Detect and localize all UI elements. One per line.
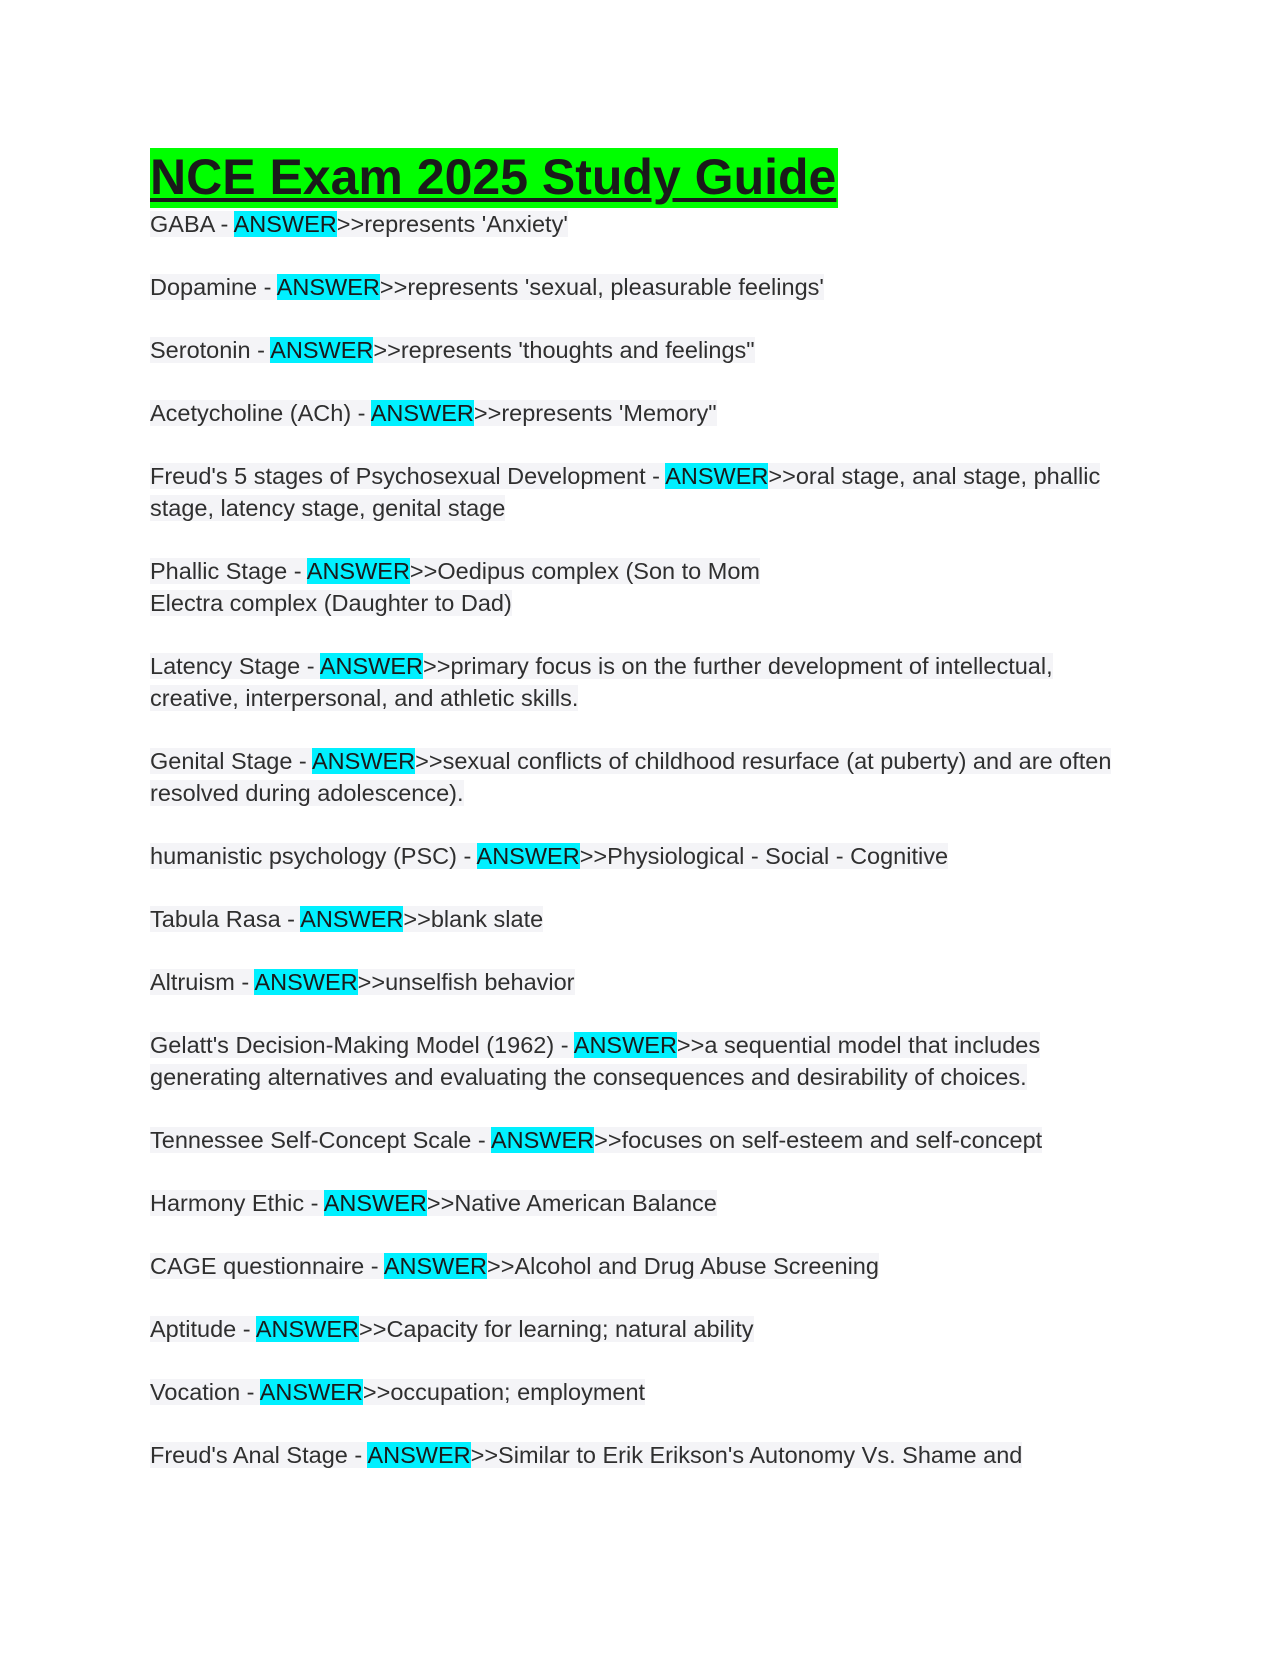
entry-text [150,400,717,426]
study-entry [150,1250,1130,1282]
study-entry [150,271,1130,303]
entry-definition: Native American Balance [454,1190,717,1216]
entry-definition: represents 'Anxiety' [364,211,568,237]
answer-label: ANSWER [370,400,474,426]
entry-definition: a sequential model that includes generating alternatives and evaluating the consequences and desirability of choices. [150,1032,1041,1090]
entry-text [150,1442,1022,1468]
answer-prefix: >> [486,1253,515,1279]
entry-term: Freud's Anal Stage [150,1442,348,1468]
entry-text [150,337,755,363]
study-entry [150,1029,1130,1093]
study-entry [150,208,1130,240]
entry-definition: oral stage, anal stage, phallic stage, latency stage, genital stage [150,463,1101,521]
answer-label: ANSWER [306,558,410,584]
study-entry [150,966,1130,998]
entry-term: Latency Stage [150,653,301,679]
entry-separator: - [645,463,666,489]
entry-separator: - [471,1127,491,1153]
answer-prefix: >> [579,843,608,869]
entry-definition: Physiological - Social - Cognitive [607,843,949,869]
answer-label: ANSWER [276,274,380,300]
entry-term: humanistic psychology (PSC) [150,843,457,869]
entry-separator: - [287,558,307,584]
study-entry [150,397,1130,429]
document-page [150,148,1130,1502]
study-entry [150,1376,1130,1408]
entry-separator: - [456,843,477,869]
entry-separator: - [351,400,371,426]
entry-term: CAGE questionnaire [150,1253,365,1279]
entry-separator: - [280,906,301,932]
entry-separator: - [234,969,255,995]
study-entry [150,1439,1130,1471]
entry-separator: - [300,653,320,679]
entry-term: Vocation [150,1379,241,1405]
answer-label: ANSWER [319,653,423,679]
answer-label: ANSWER [270,337,374,363]
answer-prefix: >> [358,1316,387,1342]
entry-text [150,1190,717,1216]
answer-prefix: >> [594,1127,622,1153]
entry-definition: Capacity for learning; natural ability [386,1316,754,1342]
answer-label: ANSWER [259,1379,363,1405]
entry-definition: Oedipus complex (Son to Mom [437,558,760,584]
answer-prefix: >> [357,969,386,995]
entry-text [150,1379,645,1405]
entry-term: Gelatt's Decision-Making Model (1962) [150,1032,555,1058]
answer-prefix: >> [423,653,451,679]
entry-separator: - [214,211,234,237]
answer-prefix: >> [336,211,365,237]
answer-prefix: >> [426,1190,455,1216]
entry-definition: blank slate [430,906,544,932]
answer-label: ANSWER [383,1253,487,1279]
study-entry [150,1313,1130,1345]
entry-term: Aptitude [150,1316,237,1342]
entry-text [150,653,1053,711]
entry-definition: unselfish behavior [385,969,575,995]
entry-term: Acetycholine (ACh) [150,400,352,426]
answer-label: ANSWER [255,1316,359,1342]
study-entry [150,745,1130,809]
entry-text [150,1032,1040,1090]
answer-prefix: >> [473,400,502,426]
entry-term: Genital Stage [150,748,293,774]
answer-label: ANSWER [300,906,404,932]
entry-separator: - [257,274,277,300]
study-entry [150,650,1130,714]
entry-separator: - [240,1379,260,1405]
entry-definition: sexual conflicts of childhood resurface (at puberty) and are often resolved during adolescence). [150,748,1112,806]
answer-prefix: >> [415,748,443,774]
answer-label: ANSWER [233,211,337,237]
study-entry [150,1187,1130,1219]
answer-label: ANSWER [573,1032,677,1058]
entry-separator: - [347,1442,368,1468]
entry-text [150,843,948,869]
answer-prefix: >> [373,337,401,363]
answer-label: ANSWER [665,463,769,489]
entry-definition: represents 'Memory" [501,400,717,426]
entry-text [150,748,1111,806]
study-entry [150,903,1130,935]
entry-separator: - [250,337,271,363]
entry-text [150,1316,754,1342]
entry-term: Freud's 5 stages of Psychosexual Development [150,463,646,489]
answer-prefix: >> [676,1032,705,1058]
entry-definition: primary focus is on the further development of intellectual, creative, interpersonal, and athletic skills. [150,653,1053,711]
entry-separator: - [554,1032,574,1058]
answer-label: ANSWER [254,969,358,995]
entry-text [150,274,824,300]
answer-prefix: >> [362,1379,391,1405]
answer-label: ANSWER [323,1190,427,1216]
entry-text [150,906,543,932]
answer-prefix: >> [409,558,438,584]
answer-prefix: >> [768,463,796,489]
entry-term: Phallic Stage [150,558,288,584]
entry-separator: - [292,748,312,774]
entry-separator: - [236,1316,256,1342]
entry-term: Tabula Rasa [150,906,281,932]
entry-text [150,1127,1042,1153]
entry-term: Serotonin [150,337,251,363]
study-entry [150,334,1130,366]
answer-prefix: >> [470,1442,499,1468]
entry-separator: - [304,1190,324,1216]
entry-term: Harmony Ethic [150,1190,305,1216]
entry-text [150,558,760,616]
entry-definition: represents 'sexual, pleasurable feelings' [407,274,824,300]
entry-text [150,969,575,995]
entry-text [150,211,568,237]
entry-separator: - [364,1253,384,1279]
answer-label: ANSWER [367,1442,471,1468]
entry-term: Dopamine [150,274,258,300]
entry-definition: occupation; employment [390,1379,646,1405]
entry-definition: represents 'thoughts and feelings" [400,337,755,363]
entry-term: Tennessee Self-Concept Scale [150,1127,472,1153]
study-entry [150,1124,1130,1156]
entry-list [150,208,1130,1471]
study-entry [150,840,1130,872]
entry-term: GABA [150,211,215,237]
entry-text [150,1253,879,1279]
answer-prefix: >> [403,906,431,932]
document-title: NCE Exam 2025 Study Guide [150,148,838,208]
study-entry [150,460,1130,524]
entry-text [150,463,1100,521]
answer-prefix: >> [379,274,408,300]
entry-term: Altruism [150,969,235,995]
entry-definition: Alcohol and Drug Abuse Screening [514,1253,879,1279]
entry-definition: focuses on self-esteem and self-concept [621,1127,1043,1153]
answer-label: ANSWER [312,748,416,774]
entry-definition: Similar to Erik Erikson's Autonomy Vs. Shame and [498,1442,1023,1468]
answer-label: ANSWER [490,1127,595,1153]
entry-definition: Electra complex (Daughter to Dad) [150,590,512,616]
answer-label: ANSWER [476,843,580,869]
study-entry [150,555,1130,619]
